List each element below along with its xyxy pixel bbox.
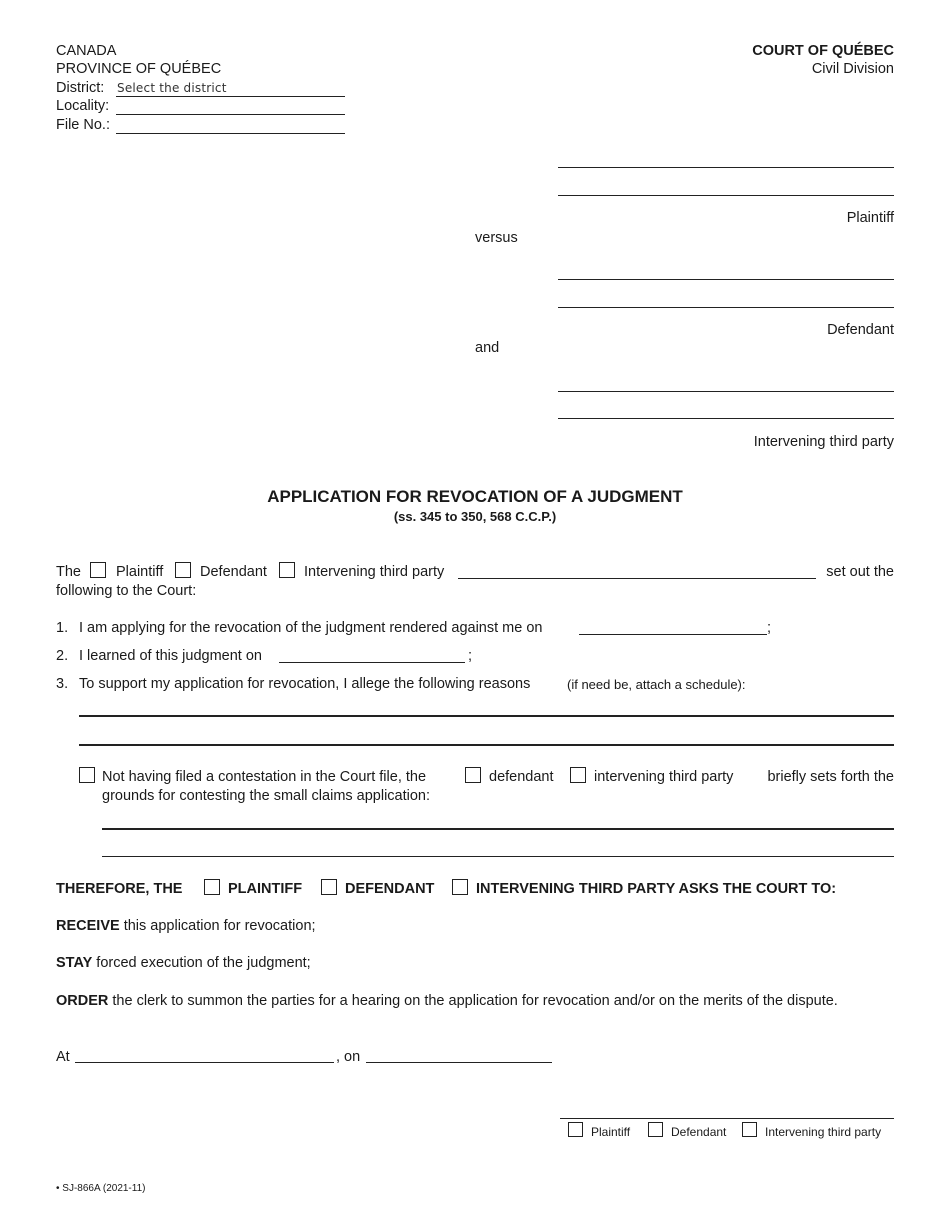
therefore-defendant-checkbox[interactable] [321, 879, 337, 895]
plaintiff-caption: Plaintiff [846, 210, 894, 226]
intro-the: The [56, 564, 81, 580]
reasons-line-1 [79, 715, 894, 717]
stay-text: forced execution of the judgment; [96, 955, 311, 971]
grounds-input-2[interactable] [102, 839, 898, 855]
item2-number: 2. [56, 648, 69, 664]
plaintiff-line-2 [558, 195, 894, 196]
form-subtitle: (ss. 345 to 350, 568 C.C.P.) [393, 509, 557, 524]
intro-plaintiff-label: Plaintiff [116, 564, 164, 580]
item3-note: (if need be, attach a schedule): [567, 677, 746, 692]
contest-text-a: Not having filed a contestation in the Court file, the [102, 769, 427, 785]
sig-intervening-label: Intervening third party [765, 1125, 882, 1139]
locality-input[interactable] [116, 98, 349, 114]
place-underline [75, 1062, 334, 1063]
and-label: and [475, 340, 500, 356]
order-keyword: ORDER [56, 993, 109, 1009]
contest-defendant-label: defendant [489, 769, 554, 785]
intro-intervening-label: Intervening third party [304, 564, 445, 580]
intervening-name-input-2[interactable] [558, 401, 898, 417]
order-text: the clerk to summon the parties for a hearing on the application for revocation and/or on the merits of the dispute. [112, 993, 838, 1009]
intro-party-underline [458, 578, 816, 579]
place-input[interactable] [75, 1045, 338, 1061]
item3-text: To support my application for revocation, I allege the following reasons [79, 676, 531, 692]
file-no-input[interactable] [116, 117, 349, 133]
sig-defendant-label: Defendant [671, 1125, 727, 1139]
contest-intervening-label: intervening third party [594, 769, 734, 785]
reasons-input-1[interactable] [79, 698, 898, 714]
intro-plaintiff-checkbox[interactable] [90, 562, 106, 578]
item3-number: 3. [56, 676, 69, 692]
contest-intervening-checkbox[interactable] [570, 767, 586, 783]
stay-clause [56, 956, 311, 971]
contest-defendant-checkbox[interactable] [465, 767, 481, 783]
plaintiff-name-input-2[interactable] [558, 178, 898, 194]
district-select[interactable]: Select the district [117, 81, 227, 95]
district-underline [116, 96, 345, 97]
item1-underline [579, 634, 767, 635]
country-label: CANADA [56, 43, 117, 59]
form-code: • SJ-866A (2021-11) [56, 1183, 146, 1194]
district-label: District: [56, 80, 105, 96]
stay-keyword: STAY [56, 955, 93, 971]
date-underline [366, 1062, 552, 1063]
signature-line [560, 1118, 894, 1119]
intro-set-out: set out the [826, 564, 894, 580]
contest-line2: grounds for contesting the small claims application: [102, 788, 431, 804]
item1-end: ; [767, 620, 772, 636]
locality-label: Locality: [56, 98, 110, 114]
reasons-line-2 [79, 744, 894, 746]
item2-date-input[interactable] [279, 646, 469, 662]
item2-end: ; [468, 648, 473, 664]
on-label: , on [336, 1049, 361, 1065]
division-name: Civil Division [811, 61, 894, 77]
therefore-plaintiff-checkbox[interactable] [204, 879, 220, 895]
date-input[interactable] [366, 1045, 556, 1061]
defendant-name-input-2[interactable] [558, 290, 898, 306]
order-clause [56, 994, 838, 1009]
file-no-label: File No.: [56, 117, 110, 133]
intervening-line-1 [558, 391, 894, 392]
intro-defendant-checkbox[interactable] [175, 562, 191, 578]
sig-plaintiff-label: Plaintiff [591, 1125, 631, 1139]
receive-clause [56, 919, 316, 934]
intro-defendant-label: Defendant [200, 564, 267, 580]
contest-text-b: briefly sets forth the [767, 769, 894, 785]
defendant-caption: Defendant [827, 322, 894, 338]
therefore-intervening-label: INTERVENING THIRD PARTY ASKS THE COURT TO: [476, 881, 837, 897]
receive-text: this application for revocation; [123, 918, 316, 934]
form-title: APPLICATION FOR REVOCATION OF A JUDGMENT [267, 487, 683, 506]
defendant-line-1 [558, 279, 894, 280]
versus-label: versus [475, 230, 518, 246]
intro-intervening-checkbox[interactable] [279, 562, 295, 578]
item2-text: I learned of this judgment on [79, 648, 262, 664]
intro-party-name-input[interactable] [458, 562, 820, 578]
reasons-input-2[interactable] [79, 726, 898, 742]
grounds-line-1 [102, 828, 894, 830]
court-name: COURT OF QUÉBEC [752, 43, 894, 59]
therefore-intervening-checkbox[interactable] [452, 879, 468, 895]
sig-plaintiff-checkbox[interactable] [568, 1122, 583, 1137]
therefore-defendant-label: DEFENDANT [345, 881, 435, 897]
sig-intervening-checkbox[interactable] [742, 1122, 757, 1137]
intervening-caption: Intervening third party [753, 434, 894, 450]
therefore-lead: THEREFORE, THE [56, 881, 183, 897]
intervening-line-2 [558, 418, 894, 419]
intro-continuation: following to the Court: [56, 583, 197, 599]
item1-number: 1. [56, 620, 69, 636]
defendant-name-input-1[interactable] [558, 262, 898, 278]
grounds-line-2 [102, 856, 894, 857]
defendant-line-2 [558, 307, 894, 308]
file-no-underline [116, 133, 345, 134]
item2-underline [279, 662, 465, 663]
therefore-plaintiff-label: PLAINTIFF [228, 881, 303, 897]
grounds-input-1[interactable] [102, 811, 898, 827]
item1-text: I am applying for the revocation of the judgment rendered against me on [79, 620, 543, 636]
locality-underline [116, 114, 345, 115]
sig-defendant-checkbox[interactable] [648, 1122, 663, 1137]
province-label: PROVINCE OF QUÉBEC [56, 61, 222, 77]
intervening-name-input-1[interactable] [558, 374, 898, 390]
receive-keyword: RECEIVE [56, 918, 120, 934]
plaintiff-name-input-1[interactable] [558, 150, 898, 166]
at-label: At [56, 1049, 70, 1065]
plaintiff-line-1 [558, 167, 894, 168]
item1-date-input[interactable] [579, 618, 771, 634]
contest-checkbox[interactable] [79, 767, 95, 783]
